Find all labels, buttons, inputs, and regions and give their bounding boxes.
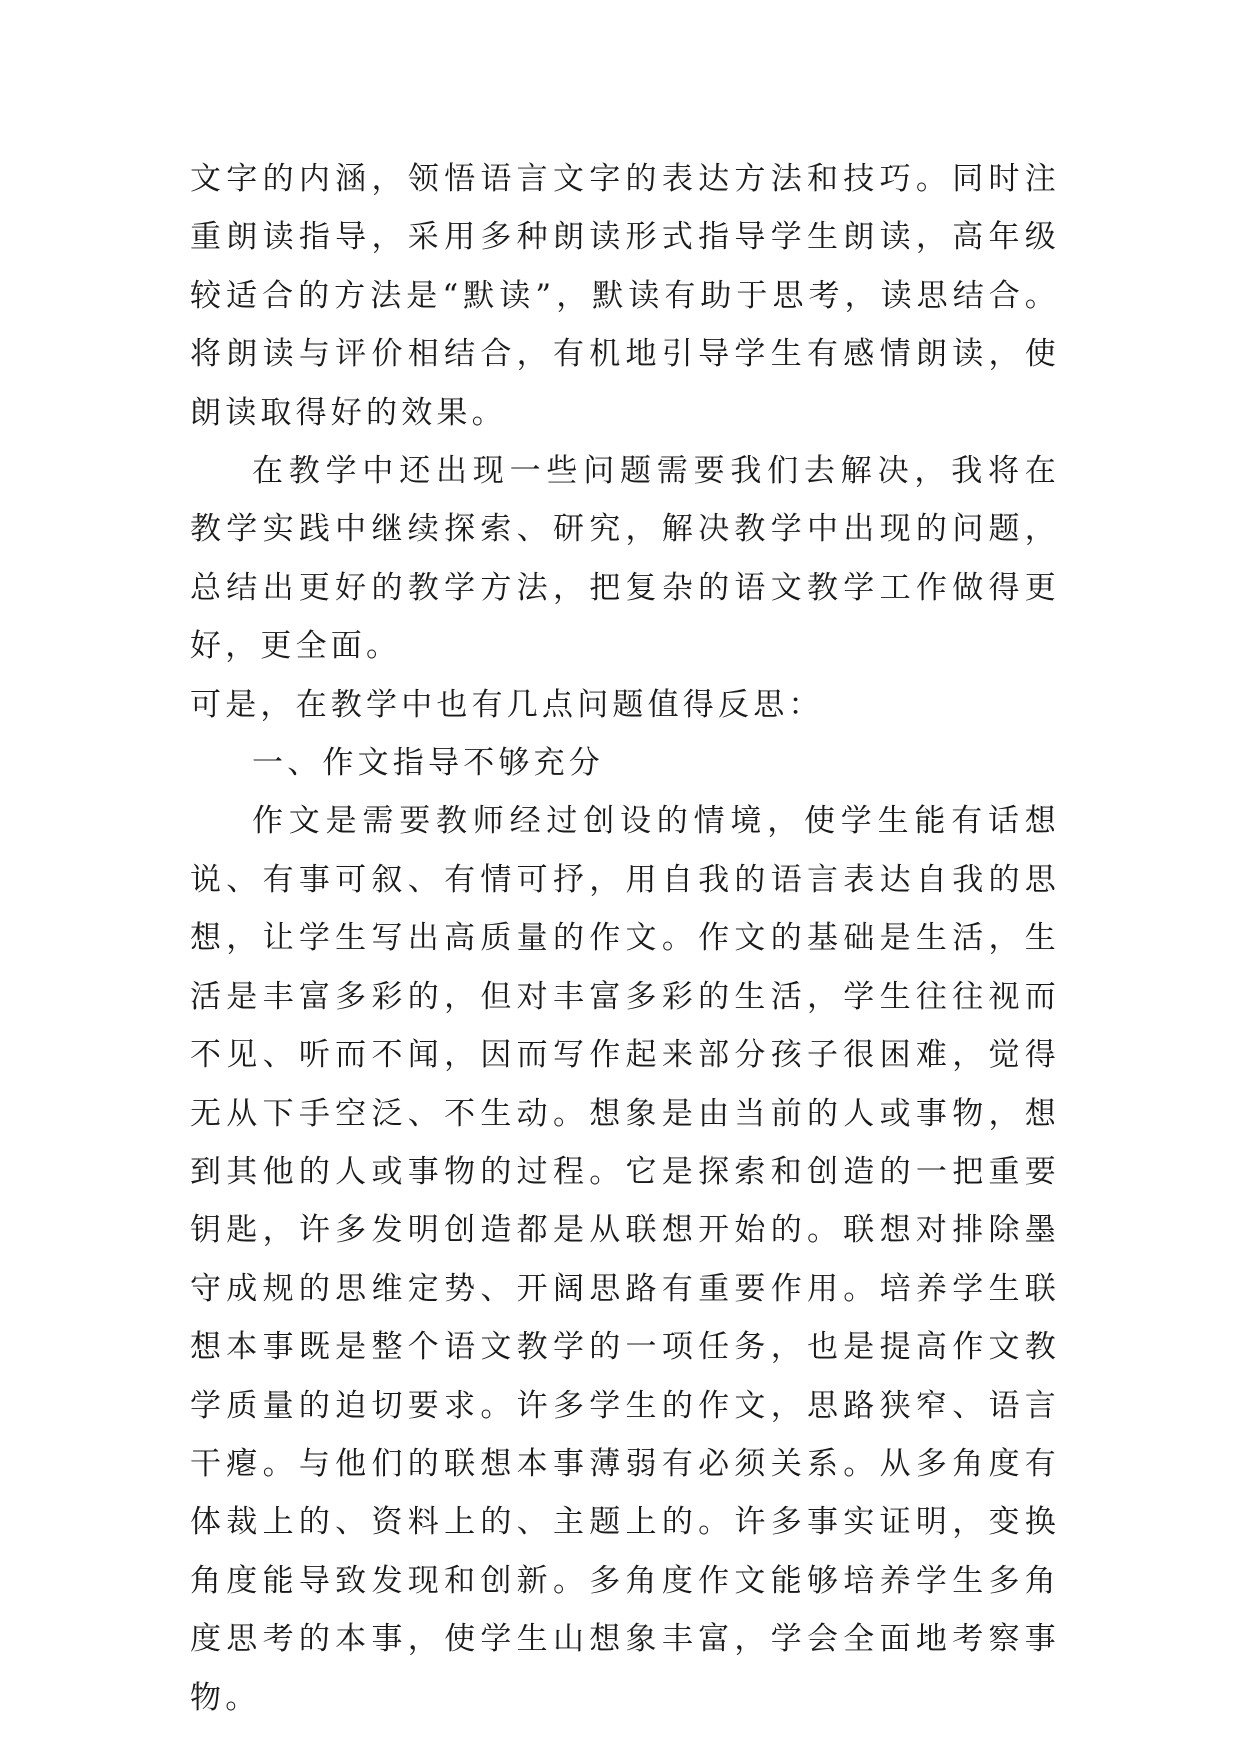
document-body <box>190 150 1060 1727</box>
paragraph-composition: 作文是需要教师经过创设的情境，使学生能有话想说、有事可叙、有情可抒，用自我的语言表达自我的思想，让学生写出高质量的作文。作文的基础是生活，生活是丰富多彩的，但对丰富多彩的生活，学生往往视而不见、听而不闻，因而写作起来部分孩子很困难，觉得无从下手空泛、不生动。想象是由当前的人或事物，想到其他的人或事物的过程。它是探索和创造的一把重要钥匙，许多发明创造都是从联想开始的。联想对排除墨守成规的思维定势、开阔思路有重要作用。培养学生联想本事既是整个语文教学的一项任务，也是提高作文教学质量的迫切要求。许多学生的作文，思路狭窄、语言干瘪。与他们的联想本事薄弱有必须关系。从多角度有体裁上的、资料上的、主题上的。许多事实证明，变换角度能导致发现和创新。多角度作文能够培养学生多角度思考的本事，使学生山想象丰富，学会全面地考察事物。 <box>190 803 1060 1716</box>
paragraph-reading-guidance: 文字的内涵，领悟语言文字的表达方法和技巧。同时注重朗读指导，采用多种朗读形式指导学生朗读，高年级较适合的方法是“默读”，默读有助于思考，读思结合。将朗读与评价相结合，有机地引导学生有感情朗读，使朗读取得好的效果。 <box>190 161 1060 431</box>
section-heading-composition: 一、作文指导不够充分 <box>252 745 604 782</box>
paragraph-reflection-intro: 可是，在教学中也有几点问题值得反思： <box>190 686 824 723</box>
paragraph-teaching-problems: 在教学中还出现一些问题需要我们去解决，我将在教学实践中继续探索、研究，解决教学中出现的问题，总结出更好的教学方法，把复杂的语文教学工作做得更好，更全面。 <box>190 453 1060 665</box>
